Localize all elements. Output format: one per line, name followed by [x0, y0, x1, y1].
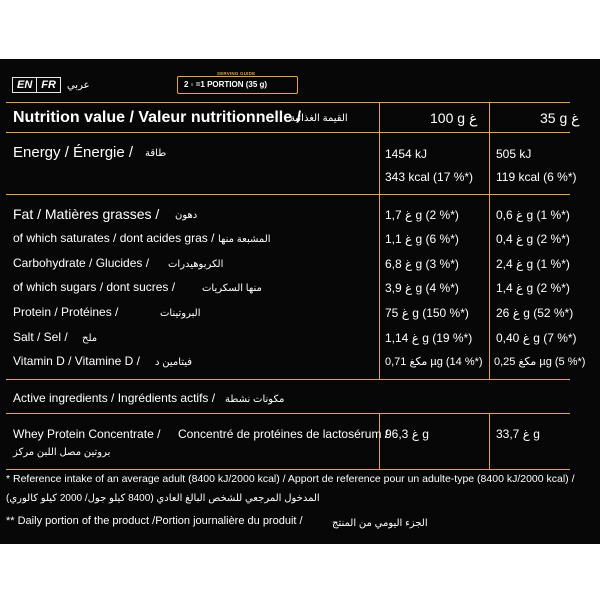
table-header-label-ar: القيمة الغذائية: [290, 113, 348, 124]
energy-kcal-100g: 343 kcal (17 %*): [385, 170, 474, 184]
col-header-100g: 100 g غ: [430, 110, 478, 126]
whey-100g: غ 96,3 g: [385, 427, 429, 441]
saturates-35g: غ 0,4 g (2 %*): [496, 232, 570, 246]
energy-label: Energy / Énergie /: [13, 144, 134, 161]
reference-intake-note-ar: المدخول المرجعي للشخص البالغ العادي (8400 كيلو جول/ 2000 كيلو كالوري): [6, 493, 320, 504]
col-divider-2b: [489, 194, 490, 379]
col-divider-2c: [489, 413, 490, 469]
whey-label-ar: بروتين مصل اللبن مركز: [13, 447, 111, 458]
col-divider-2: [489, 102, 490, 194]
daily-portion-note-ar: الجزء اليومي من المنتج: [332, 518, 428, 529]
energy-kj-35g: 505 kJ: [496, 147, 532, 161]
vitamin-d-label-ar: فيتامين د: [155, 357, 193, 368]
protein-35g: غ 26 g (52 %*): [496, 306, 574, 320]
carbohydrate-100g: غ 6,8 g (3 %*): [385, 257, 459, 271]
vitamin-d-35g: مكغ 0,25 µg (5 %*): [494, 356, 586, 368]
lang-fr-badge: FR: [37, 77, 61, 93]
saturates-label-ar: المشبعة منها: [218, 234, 271, 245]
fat-label: Fat / Matières grasses /: [13, 206, 160, 222]
salt-35g: غ 0,40 g (7 %*): [496, 331, 577, 345]
energy-kj-100g: 1454 kJ: [385, 147, 428, 161]
fat-label-ar: دهون: [175, 210, 198, 221]
daily-portion-note: ** Daily portion of the product /Portion journalière du produit /: [6, 515, 303, 527]
protein-100g: غ 75 g (150 %*): [385, 306, 469, 320]
rule-header-top: [6, 102, 570, 103]
whey-35g: غ 33,7 g: [496, 427, 540, 441]
rule-vitd-bottom: [6, 379, 570, 380]
lang-ar-label: عربي: [66, 79, 90, 91]
language-bar: [12, 77, 90, 93]
carbohydrate-35g: غ 2,4 g (1 %*): [496, 257, 570, 271]
salt-label-ar: ملح: [82, 333, 98, 344]
serving-guide: [177, 71, 298, 94]
col-divider-1: [379, 102, 380, 194]
serving-guide-title: SERVING GUIDE: [214, 71, 258, 76]
col-divider-1c: [379, 413, 380, 469]
rule-active-bottom: [6, 413, 570, 414]
sugars-100g: غ 3,9 g (4 %*): [385, 281, 459, 295]
whey-label: Whey Protein Concentrate /: [13, 427, 161, 441]
rule-header-bottom: [6, 132, 570, 133]
protein-label: Protein / Protéines /: [13, 305, 119, 319]
rule-whey-bottom: [6, 469, 570, 470]
active-ingredients-label-ar: مكونات نشطة: [225, 394, 285, 405]
saturates-label: of which saturates / dont acides gras /: [13, 231, 215, 245]
saturates-100g: غ 1,1 g (6 %*): [385, 232, 459, 246]
col-header-35g: 35 g غ: [540, 110, 580, 126]
fat-100g: غ 1,7 g (2 %*): [385, 208, 459, 222]
fat-35g: غ 0,6 g (1 %*): [496, 208, 570, 222]
active-ingredients-label: Active ingredients / Ingrédients actifs /: [13, 391, 216, 405]
table-header-label: Nutrition value / Valeur nutritionnelle /: [13, 109, 302, 126]
lang-en-badge: EN: [12, 77, 37, 93]
carbohydrate-label: Carbohydrate / Glucides /: [13, 256, 150, 270]
nutrition-panel: [0, 59, 600, 544]
vitamin-d-label: Vitamin D / Vitamine D /: [13, 354, 140, 368]
energy-label-ar: طاقة: [145, 148, 167, 159]
salt-label: Salt / Sel /: [13, 330, 68, 344]
rule-energy-bottom: [6, 194, 570, 195]
vitamin-d-100g: مكغ 0,71 µg (14 %*): [385, 356, 483, 368]
sugars-35g: غ 1,4 g (2 %*): [496, 281, 570, 295]
sugars-label: of which sugars / dont sucres /: [13, 280, 176, 294]
energy-kcal-35g: 119 kcal (6 %*): [496, 170, 577, 184]
carbohydrate-label-ar: الكربوهيدرات: [168, 259, 224, 270]
sugars-label-ar: منها السكريات: [202, 283, 262, 294]
serving-guide-text: 2 ◦ =1 PORTION (35 g): [184, 80, 268, 89]
reference-intake-note: * Reference intake of an average adult (8400 kJ/2000 kcal) / Apport de reference pour un adulte-type (8400 kJ/2000 kcal) /: [6, 473, 575, 485]
salt-100g: غ 1,14 g (19 %*): [385, 331, 473, 345]
col-divider-1b: [379, 194, 380, 379]
protein-label-ar: البروتينات: [160, 308, 201, 319]
whey-label-fr: Concentré de protéines de lactosérum /: [178, 427, 389, 441]
